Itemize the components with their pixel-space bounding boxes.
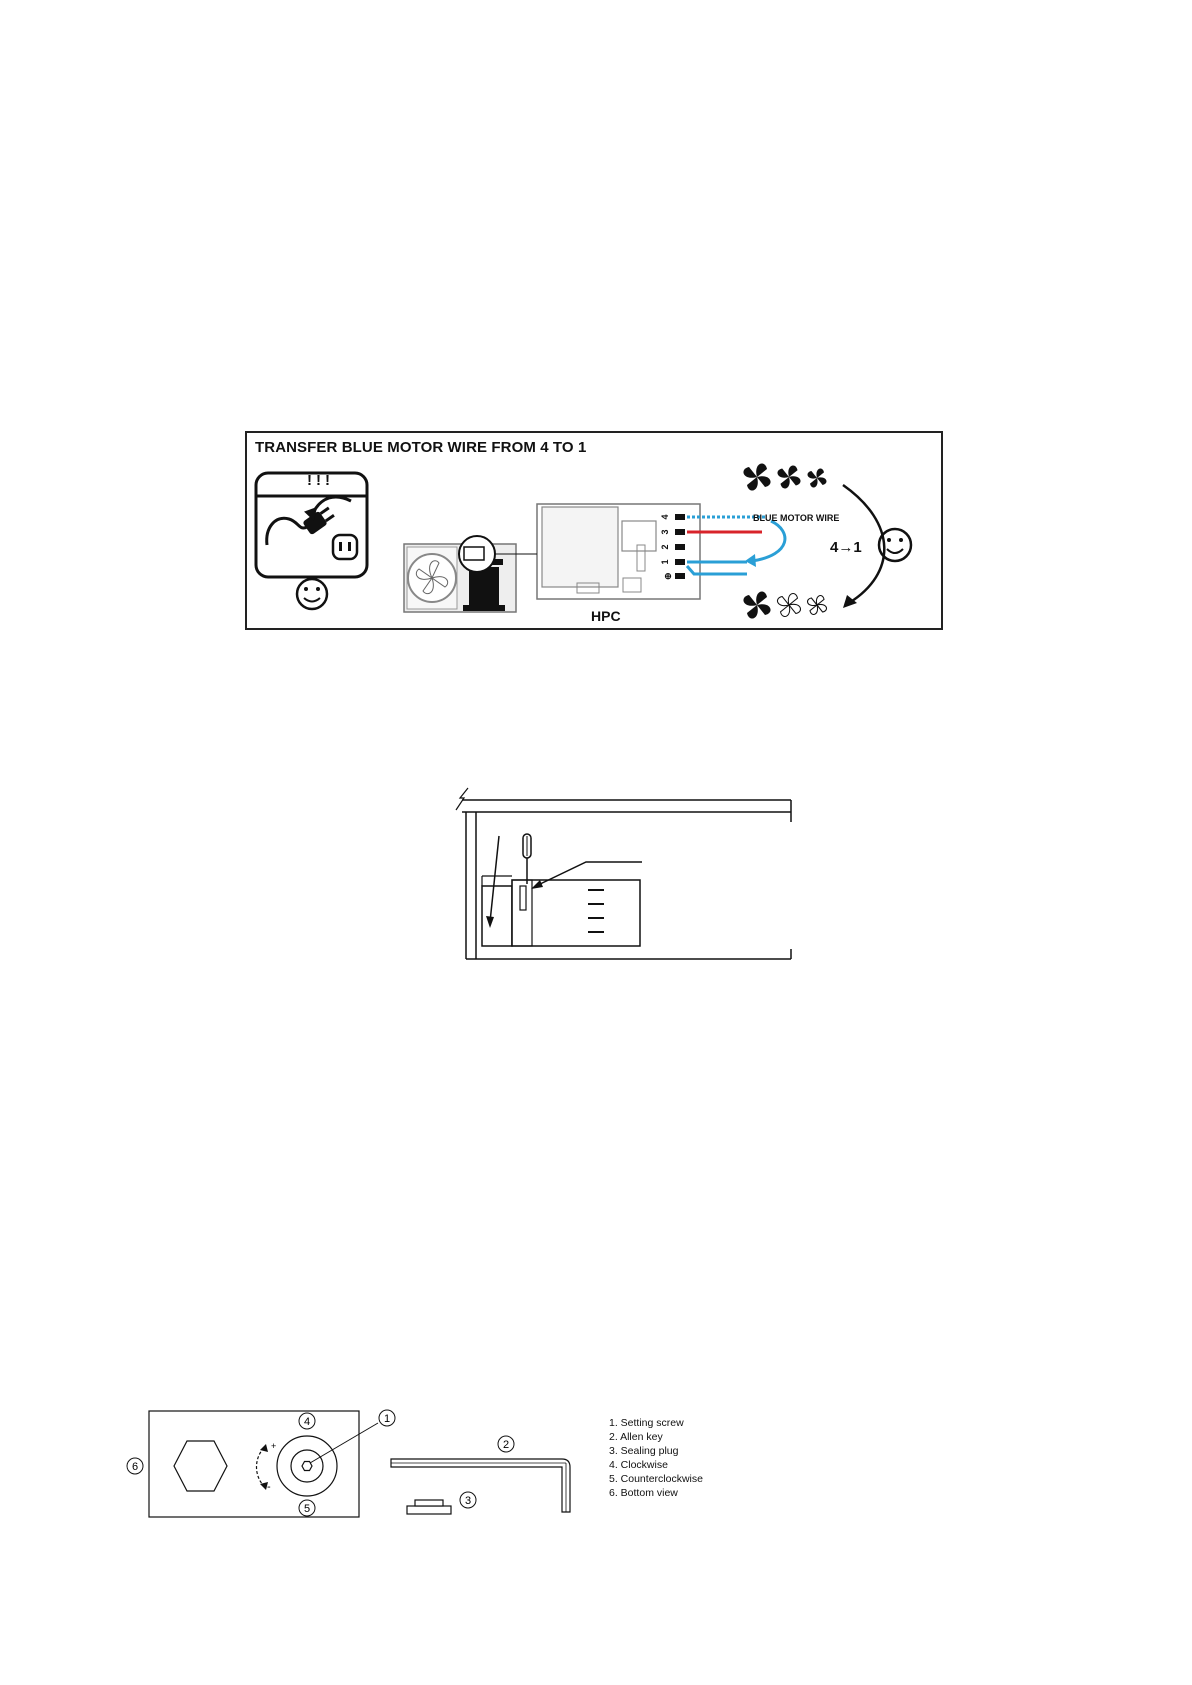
break-mark (456, 788, 468, 810)
legend-item: 6. Bottom view (609, 1487, 678, 1499)
callout-1 (379, 1410, 395, 1426)
svg-text:3: 3 (464, 1495, 472, 1507)
legend-item: 2. Allen key (609, 1431, 663, 1443)
legend-item: 4. Clockwise (609, 1459, 668, 1471)
wire-transfer-drawing (247, 433, 941, 628)
hpc-label: HPC (591, 608, 621, 624)
svg-text:1: 1 (383, 1413, 391, 1425)
setting-screw-drawing (120, 1404, 600, 1524)
parts-legend (609, 1416, 703, 1500)
transfer-arrow (752, 521, 785, 561)
callout-6 (127, 1458, 143, 1474)
control-box-drawing (448, 786, 796, 962)
hpc-board (517, 504, 700, 599)
svg-text:2: 2 (502, 1439, 510, 1451)
bottom-view-box (149, 1411, 359, 1517)
smiley-icon (297, 579, 327, 609)
terminal-2: 2 (660, 544, 670, 550)
legend-item: 5. Counterclockwise (609, 1473, 703, 1485)
wire-transfer-figure (245, 431, 943, 630)
svg-text:6: 6 (131, 1461, 139, 1473)
minus-sign: - (267, 1481, 271, 1493)
callout-2 (498, 1436, 514, 1452)
relay-box (482, 886, 512, 946)
figure-title: TRANSFER BLUE MOTOR WIRE FROM 4 TO 1 (255, 439, 587, 456)
legend-item: 1. Setting screw (609, 1417, 684, 1429)
plus-sign: + (271, 1441, 277, 1451)
transfer-label: 4→1 (830, 539, 862, 556)
outdoor-unit-icon (404, 536, 538, 612)
screwdriver-icon (523, 834, 531, 884)
legend-item: 3. Sealing plug (609, 1445, 679, 1457)
fan-icon-group-slow (743, 591, 826, 618)
terminal-3: 3 (660, 529, 670, 535)
terminal-ground: ⊕ (664, 571, 672, 581)
control-board (512, 880, 640, 946)
warning-marks: !!! (307, 472, 334, 489)
terminal-4: 4 (660, 514, 670, 520)
fan-icon-group-fast (743, 463, 826, 490)
svg-text:4: 4 (303, 1416, 311, 1428)
svg-text:5: 5 (303, 1503, 311, 1515)
sealing-plug (407, 1506, 451, 1514)
blue-motor-wire-label: BLUE MOTOR WIRE (753, 513, 840, 523)
callout-3 (460, 1492, 476, 1508)
terminal-1: 1 (660, 559, 670, 565)
adjustment-slot (520, 886, 526, 910)
